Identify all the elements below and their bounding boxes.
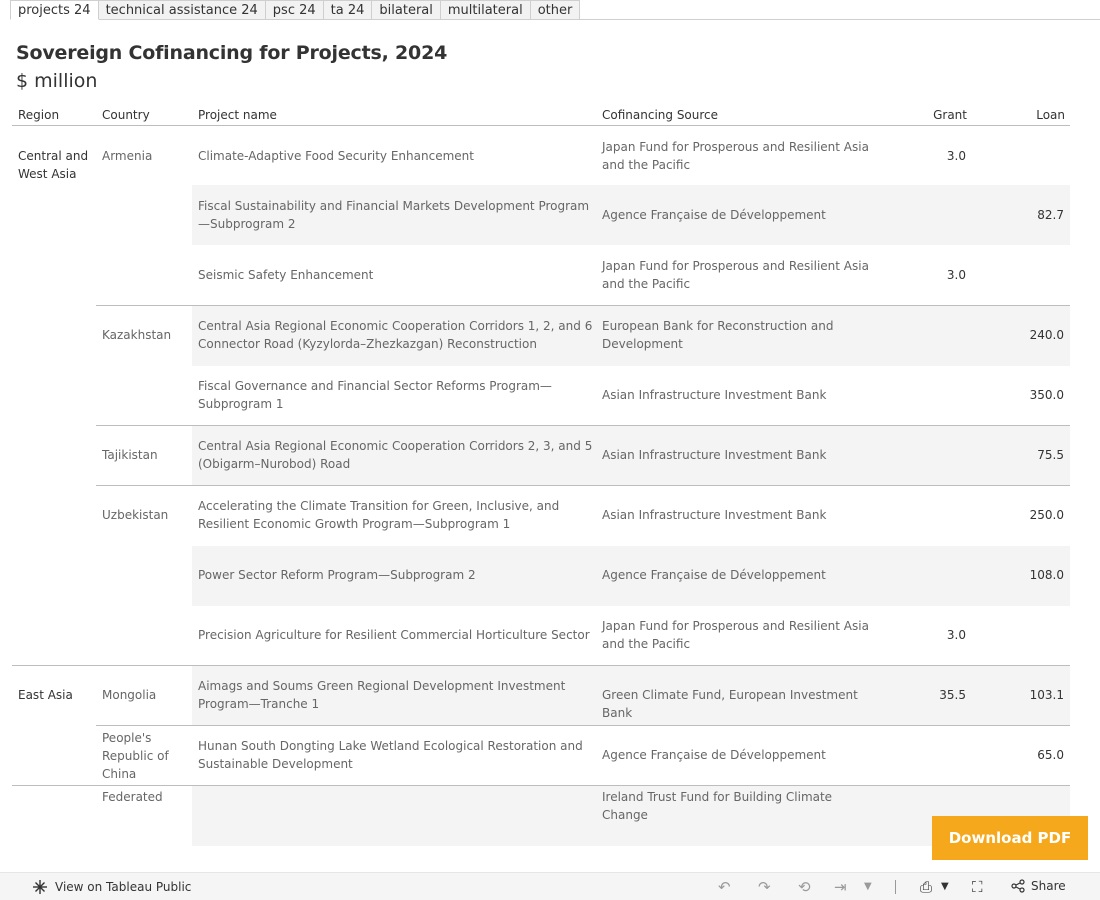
project-cell: Aimags and Soums Green Regional Development Investment Program—Tranche 1 (198, 679, 566, 711)
project-cell: Fiscal Sustainability and Financial Markets Development Program—Subprogram 2 (198, 199, 590, 231)
tab-ta-24[interactable]: ta 24 (324, 0, 373, 19)
table-row[interactable] (12, 726, 1070, 786)
region-cell: East Asia (18, 688, 73, 702)
tab-technical-assistance-24[interactable]: technical assistance 24 (99, 0, 266, 19)
page-title: Sovereign Cofinancing for Projects, 2024 (16, 42, 448, 64)
share-label: Share (1031, 879, 1066, 893)
source-cell: Agence Française de Développement (602, 208, 826, 222)
view-on-tableau-public-link[interactable] (32, 879, 191, 895)
table-row[interactable] (12, 426, 1070, 486)
source-cell: European Bank for Reconstruction and Development (602, 319, 834, 351)
column-header-project: Project name (198, 108, 277, 122)
table-row[interactable] (12, 666, 1070, 726)
country-cell: Federated (102, 790, 163, 804)
revert-icon[interactable]: ⟲ (798, 878, 811, 896)
grant-cell: 35.5 (939, 688, 966, 702)
table-row[interactable] (12, 606, 1070, 666)
column-header-loan: Loan (1036, 108, 1065, 122)
source-cell: Japan Fund for Prosperous and Resilient Asia and the Pacific (602, 259, 869, 291)
download-icon[interactable]: ⎙ (920, 878, 933, 896)
column-header-country: Country (102, 108, 150, 122)
loan-cell: 250.0 (1029, 508, 1064, 522)
tab-projects-24[interactable]: projects 24 (10, 0, 99, 20)
country-cell: Tajikistan (102, 448, 158, 462)
source-cell: Japan Fund for Prosperous and Resilient Asia and the Pacific (602, 140, 869, 172)
country-cell: Kazakhstan (102, 328, 172, 342)
column-header-source: Cofinancing Source (602, 108, 719, 122)
country-cell: Armenia (102, 149, 153, 163)
table-header (12, 106, 1070, 126)
loan-cell: 240.0 (1029, 328, 1064, 342)
region-cell: Central and West Asia (18, 149, 89, 181)
source-cell: Asian Infrastructure Investment Bank (602, 448, 827, 462)
table-row[interactable] (12, 245, 1070, 305)
share-button[interactable] (1011, 879, 1066, 893)
view-on-tableau-public-label: View on Tableau Public (55, 880, 192, 894)
source-cell: Agence Française de Développement (602, 748, 826, 762)
fullscreen-icon[interactable]: ⛶ (972, 878, 983, 896)
table-row[interactable] (12, 306, 1070, 366)
project-cell: Central Asia Regional Economic Cooperation Corridors 2, 3, and 5 (Obigarm–Nurobod) Road (198, 439, 593, 471)
project-cell: Central Asia Regional Economic Cooperation Corridors 1, 2, and 6 Connector Road (Kyzylorda–Zhezkazgan) Reconstruction (198, 319, 593, 351)
project-cell: Hunan South Dongting Lake Wetland Ecological Restoration and Sustainable Development (198, 739, 583, 771)
loan-cell: 65.0 (1037, 748, 1064, 762)
source-cell: Ireland Trust Fund for Building Climate Change (602, 790, 833, 822)
toolbar-divider (895, 880, 896, 894)
loan-cell: 75.5 (1037, 448, 1064, 462)
sheet-tabs (10, 0, 1100, 20)
page-subtitle: $ million (16, 70, 98, 92)
share-icon (1011, 879, 1025, 893)
country-cell: Uzbekistan (102, 508, 169, 522)
country-cell: People's Republic of China (102, 731, 169, 781)
source-cell: Japan Fund for Prosperous and Resilient Asia and the Pacific (602, 619, 869, 651)
column-header-grant: Grant (933, 108, 967, 122)
download-dropdown-icon[interactable]: ▼ (941, 881, 949, 892)
table-row[interactable] (12, 126, 1070, 186)
tab-other[interactable]: other (531, 0, 581, 19)
grant-cell: 3.0 (946, 628, 966, 642)
tab-multilateral[interactable]: multilateral (441, 0, 531, 19)
source-cell: Agence Française de Développement (602, 568, 826, 582)
tab-bilateral[interactable]: bilateral (372, 0, 440, 19)
source-cell: Asian Infrastructure Investment Bank (602, 508, 827, 522)
project-cell: Power Sector Reform Program—Subprogram 2 (198, 568, 476, 582)
column-header-region: Region (18, 108, 60, 122)
download-pdf-button[interactable]: Download PDF (932, 816, 1088, 860)
grant-cell: 3.0 (946, 268, 966, 282)
tab-psc-24[interactable]: psc 24 (266, 0, 324, 19)
project-cell: Accelerating the Climate Transition for Green, Inclusive, and Resilient Economic Growth Program—Subprogram 1 (198, 499, 560, 531)
project-cell: Seismic Safety Enhancement (198, 268, 374, 282)
table-row[interactable] (12, 366, 1070, 426)
loan-cell: 108.0 (1029, 568, 1064, 582)
loan-cell: 103.1 (1029, 688, 1064, 702)
table-row[interactable] (12, 486, 1070, 546)
loan-cell: 82.7 (1037, 208, 1064, 222)
tableau-logo-icon (32, 879, 48, 895)
grant-cell: 3.0 (946, 149, 966, 163)
table-body (12, 126, 1070, 822)
table-row[interactable] (12, 786, 1070, 846)
table-row[interactable] (12, 546, 1070, 606)
table-row[interactable] (12, 185, 1070, 245)
tableau-toolbar (0, 872, 1100, 900)
refresh-dropdown-icon[interactable]: ▼ (864, 881, 872, 892)
source-cell: Asian Infrastructure Investment Bank (602, 388, 827, 402)
project-cell: Precision Agriculture for Resilient Commercial Horticulture Sector (198, 628, 590, 642)
project-cell: Climate-Adaptive Food Security Enhancement (198, 149, 474, 163)
refresh-icon[interactable]: ⇥ (834, 878, 847, 896)
loan-cell: 350.0 (1029, 388, 1064, 402)
project-cell: Fiscal Governance and Financial Sector Reforms Program—Subprogram 1 (198, 379, 552, 411)
country-cell: Mongolia (102, 688, 157, 702)
undo-icon[interactable]: ↶ (718, 878, 731, 896)
source-cell: Green Climate Fund, European Investment Bank (602, 688, 858, 720)
redo-icon[interactable]: ↷ (758, 878, 771, 896)
